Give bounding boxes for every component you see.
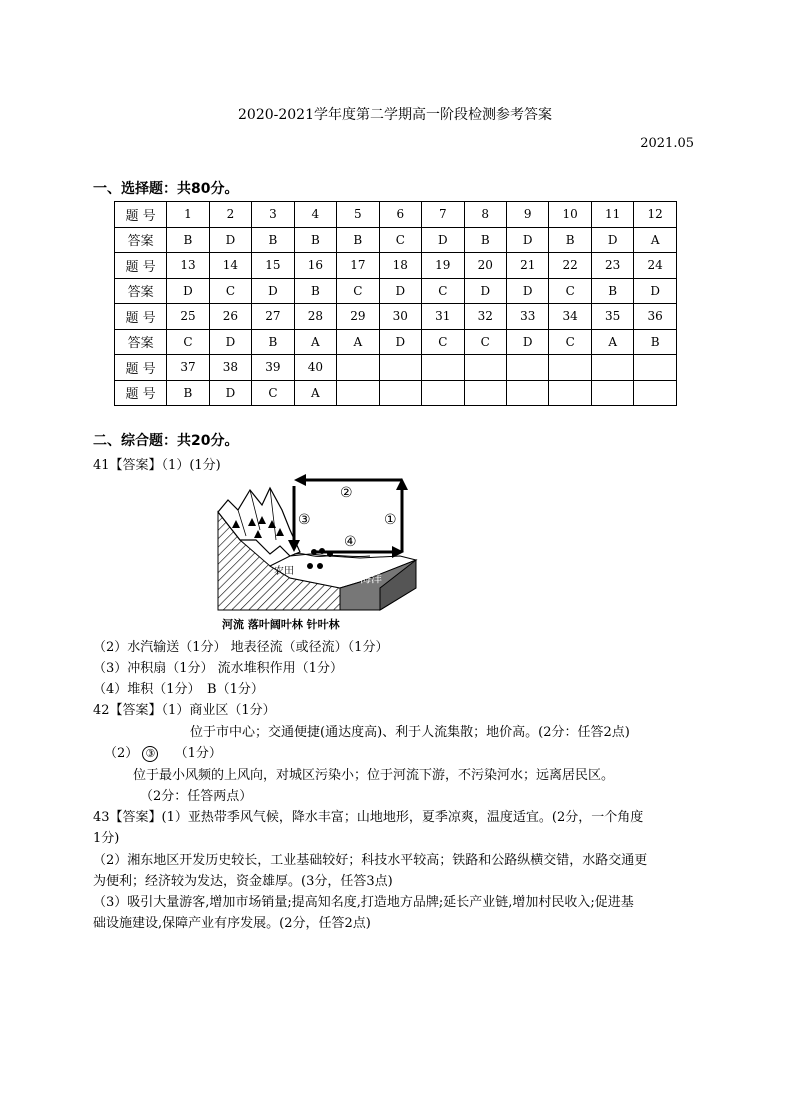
table-cell (506, 380, 548, 406)
q42-heading: 42【答案】（1）商业区（1分） (93, 703, 276, 718)
q43-line2b: 为便利；经济较为发达，资金雄厚。(3分，任答3点) (93, 874, 393, 889)
marker-3: ③ (298, 512, 311, 528)
table-cell: 15 (252, 253, 294, 279)
table-cell: B (167, 380, 209, 406)
table-cell: 12 (634, 202, 677, 228)
q43-line2: （2）湘东地区开发历史较长，工业基础较好；科技水平较高；铁路和公路纵横交错，水路交通更 (93, 853, 648, 868)
table-cell (422, 380, 464, 406)
table-cell: C (252, 380, 294, 406)
table-cell: D (209, 380, 251, 406)
table-cell: A (294, 380, 336, 406)
table-cell: 32 (464, 304, 506, 330)
q41-part2: （2）水汽输送（1分） 地表径流（或径流）（1分） (93, 640, 389, 655)
marker-4: ④ (344, 534, 357, 550)
water-cycle-diagram (210, 470, 436, 636)
table-cell: 3 (252, 202, 294, 228)
table-cell: B (252, 227, 294, 253)
diagram-legend: 河流 落叶阔叶林 针叶林 (222, 618, 340, 631)
ocean-label: 海洋 (360, 572, 382, 585)
field-label: 农田 (274, 566, 294, 577)
table-cell (464, 355, 506, 381)
table-cell (591, 380, 633, 406)
table-cell: C (464, 329, 506, 355)
table-cell: B (294, 227, 336, 253)
table-cell: D (252, 278, 294, 304)
row-label: 答案 (115, 278, 167, 304)
table-cell: D (209, 329, 251, 355)
table-cell: C (379, 227, 421, 253)
table-cell: 28 (294, 304, 336, 330)
table-cell: B (294, 278, 336, 304)
table-cell (549, 355, 591, 381)
table-cell (464, 380, 506, 406)
table-cell: D (464, 278, 506, 304)
table-cell: 5 (337, 202, 379, 228)
table-cell (591, 355, 633, 381)
marker-1: ① (384, 512, 397, 528)
answer-table (114, 201, 677, 406)
table-cell (506, 355, 548, 381)
table-cell: 9 (506, 202, 548, 228)
table-cell: 38 (209, 355, 251, 381)
table-cell: B (591, 278, 633, 304)
q43-line1: 43【答案】(1）亚热带季风气候，降水丰富；山地地形，夏季凉爽，温度适宜。(2分，一个角度 (93, 810, 644, 825)
row-label: 题 号 (115, 304, 167, 330)
row-label: 答案 (115, 227, 167, 253)
q42-part2 (104, 742, 222, 762)
table-cell: 26 (209, 304, 251, 330)
table-cell: 20 (464, 253, 506, 279)
table-cell: 30 (379, 304, 421, 330)
table-cell: 25 (167, 304, 209, 330)
table-cell: D (591, 227, 633, 253)
q42-part2-circle: ③ (142, 746, 158, 762)
table-cell (634, 355, 677, 381)
table-cell: C (209, 278, 251, 304)
table-cell: 40 (294, 355, 336, 381)
table-cell: D (506, 278, 548, 304)
table-cell: B (634, 329, 677, 355)
row-label: 题 号 (115, 253, 167, 279)
table-cell: 4 (294, 202, 336, 228)
table-cell: C (422, 278, 464, 304)
section2-heading: 二、综合题：共20分。 (93, 433, 239, 449)
table-cell: B (167, 227, 209, 253)
table-cell: B (252, 329, 294, 355)
table-cell: B (337, 227, 379, 253)
table-cell: B (464, 227, 506, 253)
table-row (115, 278, 677, 304)
table-cell: 19 (422, 253, 464, 279)
table-cell: 2 (209, 202, 251, 228)
exam-date: 2021.05 (640, 136, 694, 151)
table-cell: 37 (167, 355, 209, 381)
table-cell: 21 (506, 253, 548, 279)
q42-part2-score: （1分） (174, 746, 222, 761)
row-label: 题 号 (115, 380, 167, 406)
table-cell: C (167, 329, 209, 355)
table-cell: 29 (337, 304, 379, 330)
table-cell: 36 (634, 304, 677, 330)
table-cell (379, 355, 421, 381)
table-cell: 16 (294, 253, 336, 279)
table-cell: 23 (591, 253, 633, 279)
table-row (115, 227, 677, 253)
q41-part3: （3）冲积扇（1分） 流水堆积作用（1分） (93, 661, 343, 676)
q42-reason: 位于市中心；交通便捷(通达度高)、利于人流集散；地价高。(2分：任答2点) (190, 725, 630, 740)
table-cell: C (337, 278, 379, 304)
page-title: 2020-2021学年度第二学期高一阶段检测参考答案 (238, 107, 552, 123)
row-label: 题 号 (115, 355, 167, 381)
row-label: 答案 (115, 329, 167, 355)
table-cell: 13 (167, 253, 209, 279)
table-cell: C (549, 278, 591, 304)
table-cell: A (634, 227, 677, 253)
table-cell: C (549, 329, 591, 355)
table-cell: D (506, 329, 548, 355)
table-cell: 8 (464, 202, 506, 228)
table-cell: 24 (634, 253, 677, 279)
table-cell: A (294, 329, 336, 355)
table-cell: 10 (549, 202, 591, 228)
row-label: 题 号 (115, 202, 167, 228)
table-cell: 18 (379, 253, 421, 279)
q41-part4: （4）堆积（1分） B（1分） (93, 682, 264, 697)
table-cell: 11 (591, 202, 633, 228)
table-cell (549, 380, 591, 406)
table-cell: 7 (422, 202, 464, 228)
section1-heading: 一、选择题：共80分。 (93, 181, 239, 197)
table-cell: 35 (591, 304, 633, 330)
table-cell: D (422, 227, 464, 253)
q43-line3: （3）吸引大量游客,增加市场销量;提高知名度,打造地方品牌;延长产业链,增加村民收入;促进基 (93, 895, 634, 910)
table-cell: 39 (252, 355, 294, 381)
table-cell: D (634, 278, 677, 304)
table-cell: 1 (167, 202, 209, 228)
table-cell (337, 380, 379, 406)
q43-line3b: 础设施建设,保障产业有序发展。(2分，任答2点) (93, 916, 371, 931)
table-cell: 14 (209, 253, 251, 279)
table-row (115, 355, 677, 381)
q43-line1b: 1分) (93, 831, 120, 846)
table-cell (337, 355, 379, 381)
q42-part2-note: （2分：任答两点） (140, 789, 253, 804)
table-cell: D (379, 278, 421, 304)
q42-part2-prefix: （2） (104, 746, 139, 761)
marker-2: ② (340, 485, 353, 501)
table-cell: 17 (337, 253, 379, 279)
table-cell: B (549, 227, 591, 253)
q42-part2-reason: 位于最小风频的上风向，对城区污染小；位于河流下游，不污染河水；远离居民区。 (133, 768, 615, 783)
q41-heading: 41【答案】（1）(1分) (93, 458, 221, 473)
table-cell: 6 (379, 202, 421, 228)
table-row (115, 202, 677, 228)
table-cell: D (506, 227, 548, 253)
table-cell: D (167, 278, 209, 304)
table-row (115, 253, 677, 279)
table-cell: 31 (422, 304, 464, 330)
table-row (115, 329, 677, 355)
table-row (115, 304, 677, 330)
table-cell: D (209, 227, 251, 253)
table-cell: A (337, 329, 379, 355)
table-cell: 27 (252, 304, 294, 330)
table-cell: 34 (549, 304, 591, 330)
table-cell: C (422, 329, 464, 355)
table-cell (634, 380, 677, 406)
table-row (115, 380, 677, 406)
table-cell: A (591, 329, 633, 355)
table-cell: 33 (506, 304, 548, 330)
table-cell: 22 (549, 253, 591, 279)
table-cell (422, 355, 464, 381)
table-cell (379, 380, 421, 406)
table-cell: D (379, 329, 421, 355)
